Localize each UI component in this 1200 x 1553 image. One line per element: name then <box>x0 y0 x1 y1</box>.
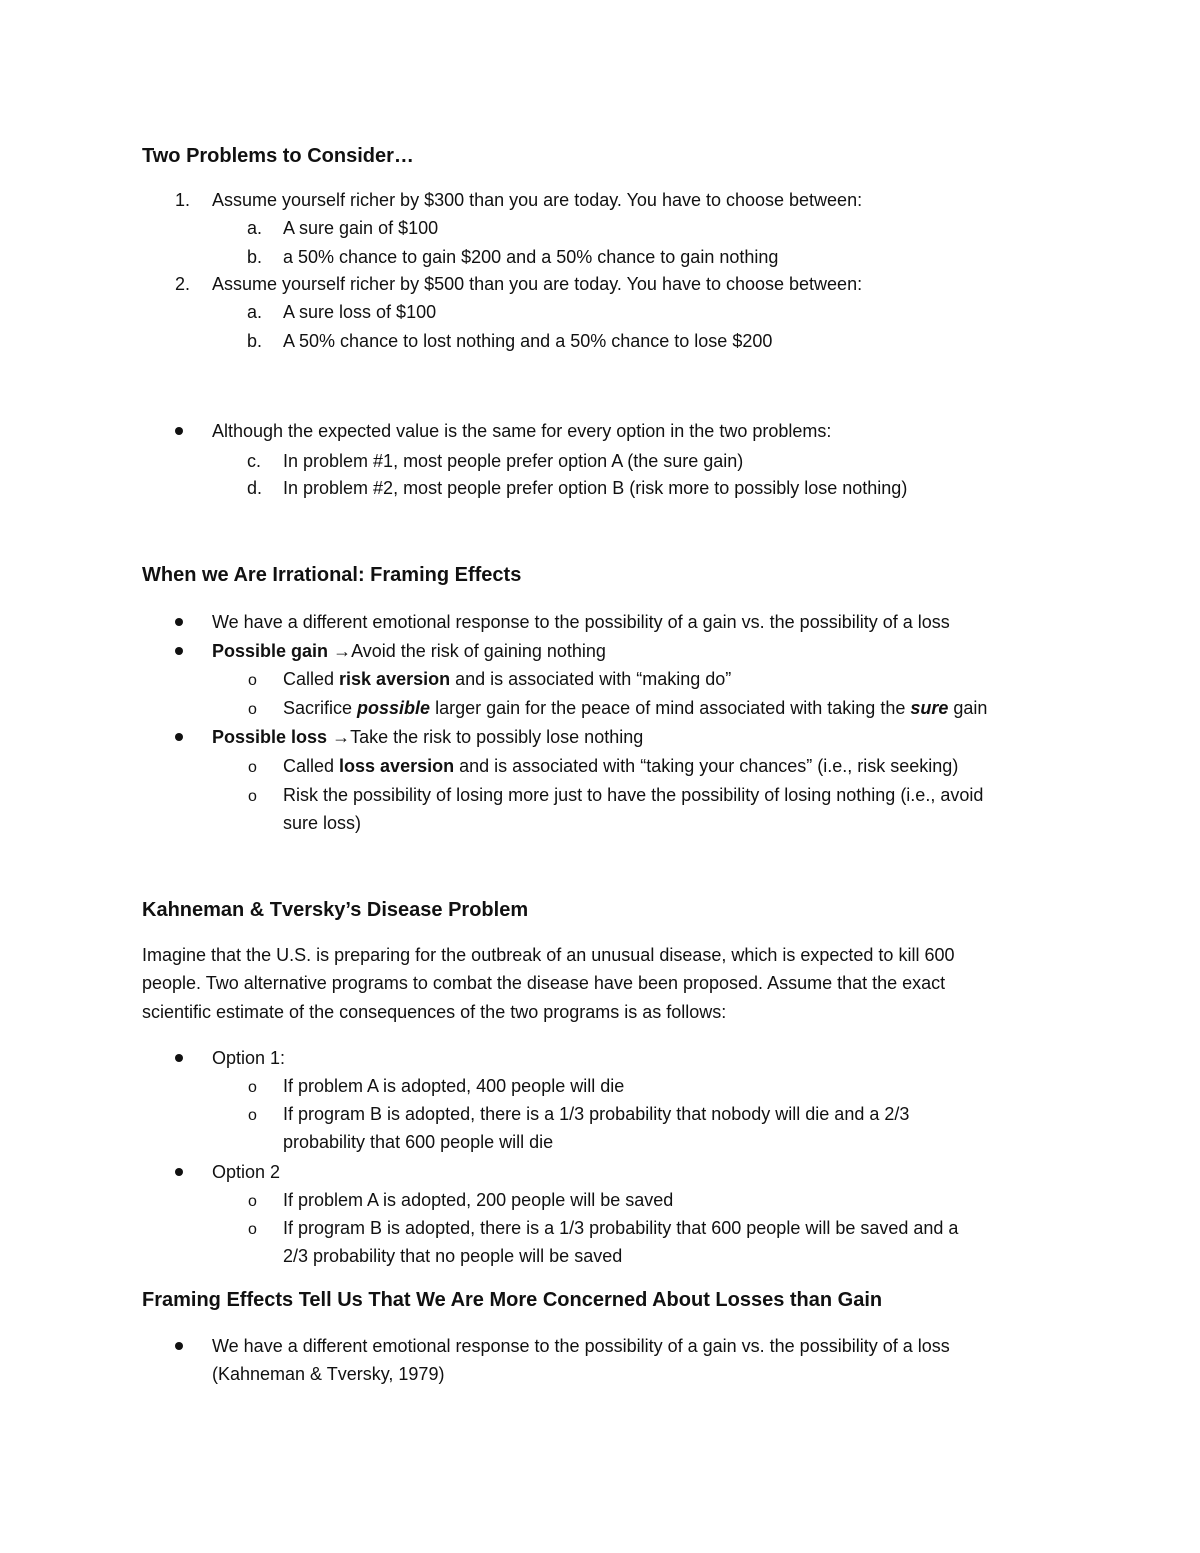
expected-value-bullet: Although the expected value is the same for every option in the two problems: <box>212 421 832 441</box>
problem-2-option-a: A sure loss of $100 <box>283 302 437 322</box>
option-1-label: Option 1: <box>212 1048 286 1068</box>
circle-bullet-icon: o <box>248 672 257 689</box>
risk-possibility-line1: Risk the possibility of losing more just to have the possibility of losing nothing (i.e., avoid <box>283 785 984 805</box>
sub-d-text: In problem #2, most people prefer option B (risk more to possibly lose nothing) <box>283 478 908 498</box>
circle-bullet-icon: o <box>248 1193 257 1210</box>
bullet-icon <box>175 427 183 435</box>
disease-paragraph-line1: Imagine that the U.S. is preparing for the outbreak of an unusual disease, which is expected to kill 600 <box>142 945 955 965</box>
problem-2-option-b-letter: b. <box>247 331 263 351</box>
option-2-item-1: If problem A is adopted, 200 people will be saved <box>283 1190 674 1210</box>
problem-1-option-a: A sure gain of $100 <box>283 218 439 238</box>
problem-1-option-b-letter: b. <box>247 247 263 267</box>
option-2-item-2-line2: 2/3 probability that no people will be saved <box>283 1246 623 1266</box>
emotional-response-bullet: We have a different emotional response to the possibility of a gain vs. the possibility of a loss <box>212 612 950 632</box>
bullet-icon <box>175 1342 183 1350</box>
bullet-icon <box>175 1054 183 1062</box>
risk-aversion-item: Called risk aversion and is associated with “making do” <box>283 669 732 689</box>
arrow-right-icon: → <box>332 727 351 747</box>
heading-losses-than-gain: Framing Effects Tell Us That We Are More Concerned About Losses than Gain <box>142 1289 883 1311</box>
possible-gain-bullet: Possible gain →Avoid the risk of gaining nothing <box>212 641 606 661</box>
circle-bullet-icon: o <box>248 1221 257 1238</box>
option-2-label: Option 2 <box>212 1162 281 1182</box>
problem-1-number: 1. <box>175 190 191 210</box>
possible-loss-bullet: Possible loss →Take the risk to possibly lose nothing <box>212 727 644 747</box>
heading-framing-effects: When we Are Irrational: Framing Effects <box>142 564 522 586</box>
final-bullet-line1: We have a different emotional response to the possibility of a gain vs. the possibility of a loss <box>212 1336 950 1356</box>
circle-bullet-icon: o <box>248 1079 257 1096</box>
sub-d-letter: d. <box>247 478 263 498</box>
problem-1-text: Assume yourself richer by $300 than you are today. You have to choose between: <box>212 190 863 210</box>
circle-bullet-icon: o <box>248 759 257 776</box>
risk-possibility-line2: sure loss) <box>283 813 362 833</box>
bullet-icon <box>175 647 183 655</box>
option-1-item-1: If problem A is adopted, 400 people will die <box>283 1076 625 1096</box>
sub-c-letter: c. <box>247 451 262 471</box>
circle-bullet-icon: o <box>248 788 257 805</box>
sacrifice-item: Sacrifice possible larger gain for the peace of mind associated with taking the sure gain <box>283 698 988 718</box>
heading-two-problems: Two Problems to Consider… <box>142 145 414 167</box>
problem-1-option-b: a 50% chance to gain $200 and a 50% chance to gain nothing <box>283 247 779 267</box>
option-1-item-2-line2: probability that 600 people will die <box>283 1132 554 1152</box>
problem-2-option-b: A 50% chance to lost nothing and a 50% chance to lose $200 <box>283 331 773 351</box>
problem-2-option-a-letter: a. <box>247 302 263 322</box>
option-1-item-2-line1: If program B is adopted, there is a 1/3 probability that nobody will die and a 2/3 <box>283 1104 910 1124</box>
circle-bullet-icon: o <box>248 701 257 718</box>
problem-2-text: Assume yourself richer by $500 than you are today. You have to choose between: <box>212 274 863 294</box>
problem-1-option-a-letter: a. <box>247 218 263 238</box>
problem-2-number: 2. <box>175 274 191 294</box>
bullet-icon <box>175 733 183 741</box>
arrow-right-icon: → <box>333 641 352 661</box>
option-2-item-2-line1: If program B is adopted, there is a 1/3 probability that 600 people will be saved and a <box>283 1218 959 1238</box>
bullet-icon <box>175 618 183 626</box>
disease-paragraph-line2: people. Two alternative programs to combat the disease have been proposed. Assume that the exact <box>142 973 946 993</box>
loss-aversion-item: Called loss aversion and is associated with “taking your chances” (i.e., risk seeking) <box>283 756 959 776</box>
bullet-icon <box>175 1168 183 1176</box>
circle-bullet-icon: o <box>248 1107 257 1124</box>
heading-disease-problem: Kahneman & Tversky’s Disease Problem <box>142 899 529 921</box>
sub-c-text: In problem #1, most people prefer option A (the sure gain) <box>283 451 744 471</box>
disease-paragraph-line3: scientific estimate of the consequences of the two programs is as follows: <box>142 1002 727 1022</box>
final-bullet-line2: (Kahneman & Tversky, 1979) <box>212 1364 445 1384</box>
